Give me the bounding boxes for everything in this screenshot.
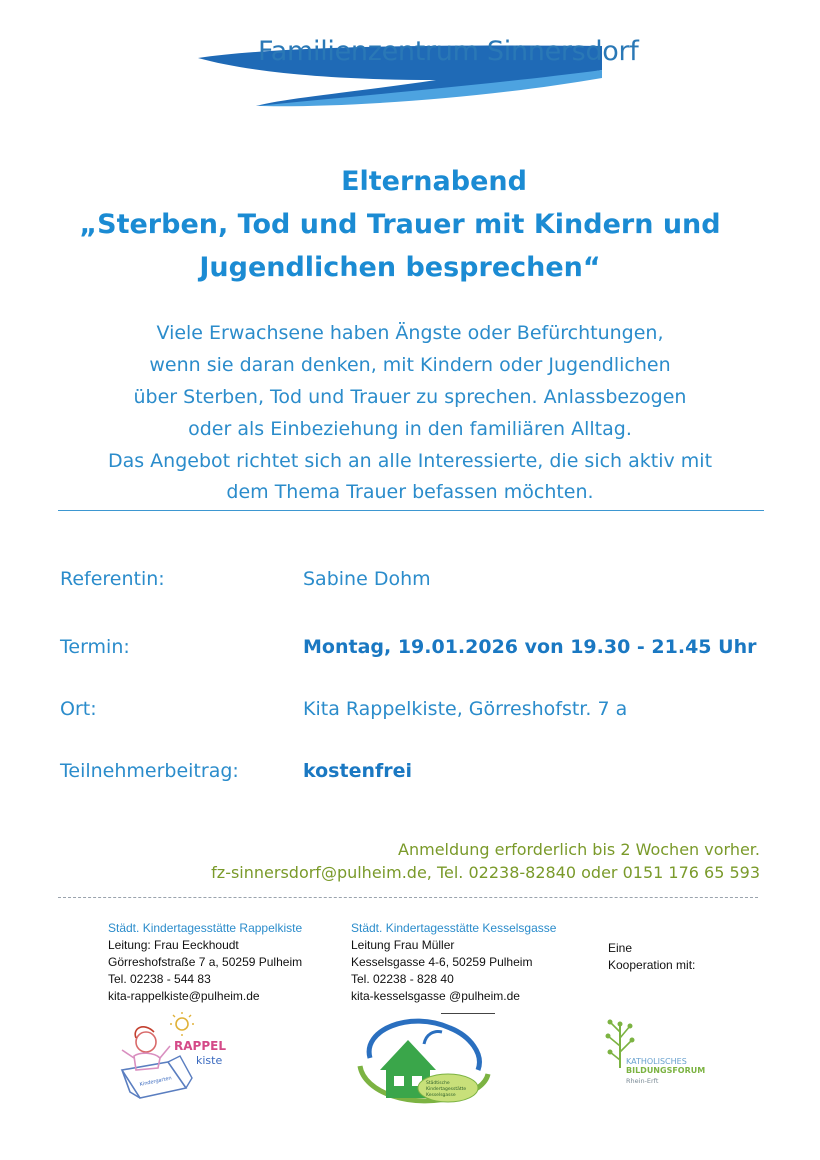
date-value: Montag, 19.01.2026 von 19.30 - 21.45 Uhr: [303, 636, 757, 658]
kita-kesselsgasse-info: [351, 920, 556, 1005]
speaker-value: Sabine Dohm: [303, 568, 431, 590]
kita2-email[interactable]: kita-kesselsgasse @pulheim.de: [351, 989, 520, 1003]
coop-line-2: Kooperation mit:: [608, 958, 696, 972]
kita-rappelkiste-info: [108, 920, 302, 1005]
bildungsforum-logo: [602, 1012, 712, 1092]
intro-line: über Sterben, Tod und Trauer zu sprechen. Anlassbezogen: [133, 386, 687, 408]
logo-text: Familienzentrum Sinnersdorf: [258, 36, 639, 67]
title-line-2: „Sterben, Tod und Trauer mit Kindern und: [79, 209, 721, 240]
title-line-3: Jugendlichen besprechen“: [199, 252, 601, 283]
registration-note: Anmeldung erforderlich bis 2 Wochen vorher.: [398, 840, 760, 859]
kita2-lead: Leitung Frau Müller: [351, 938, 455, 952]
rappel-word: RAPPEL: [174, 1039, 226, 1053]
svg-text:Städtische: Städtische: [426, 1081, 450, 1086]
speaker-label: Referentin:: [60, 568, 165, 590]
fee-label: Teilnehmerbeitrag:: [60, 760, 239, 782]
kita2-name: Städt. Kindertagesstätte Kesselsgasse: [351, 921, 557, 935]
kesselsgasse-logo: [350, 1010, 494, 1110]
kita2-address: Kesselsgasse 4-6, 50259 Pulheim: [351, 955, 533, 969]
bildungsforum-line-1: KATHOLISCHES: [626, 1057, 687, 1066]
intro-line: Das Angebot richtet sich an alle Interessierte, die sich aktiv mit: [107, 450, 713, 472]
svg-text:Kindergarten: Kindergarten: [139, 1075, 173, 1088]
registration-contact[interactable]: fz-sinnersdorf@pulheim.de, Tel. 02238-82840 oder 0151 176 65 593: [211, 863, 760, 882]
svg-text:Kindertagesstätte: Kindertagesstätte: [426, 1087, 467, 1092]
cooperation-info: [608, 940, 695, 974]
divider: [58, 510, 764, 511]
location-label: Ort:: [60, 698, 97, 720]
intro-line: dem Thema Trauer befassen möchten.: [226, 481, 594, 503]
kita1-phone: Tel. 02238 - 544 83: [108, 972, 211, 986]
date-label: Termin:: [60, 636, 130, 658]
kita1-address: Görreshofstraße 7 a, 50259 Pulheim: [108, 955, 303, 969]
location-value: Kita Rappelkiste, Görreshofstr. 7 a: [303, 698, 628, 720]
coop-line-1: Eine: [608, 941, 633, 955]
rappelkiste-logo: [110, 1012, 230, 1104]
kita2-phone: Tel. 02238 - 828 40: [351, 972, 454, 986]
intro-line: wenn sie daran denken, mit Kindern oder Jugendlichen: [149, 354, 671, 376]
kiste-word: kiste: [196, 1054, 223, 1067]
footer-divider: [58, 897, 758, 898]
fee-value: kostenfrei: [303, 760, 413, 782]
svg-text:Kesselsgasse: Kesselsgasse: [426, 1093, 456, 1098]
kita1-lead: Leitung: Frau Eeckhoudt: [108, 938, 239, 952]
intro-line: Viele Erwachsene haben Ängste oder Befürchtungen,: [156, 322, 664, 344]
bildungsforum-line-2: BILDUNGSFORUM: [626, 1066, 706, 1075]
kita1-email[interactable]: kita-rappelkiste@pulheim.de: [108, 989, 260, 1003]
kita1-name: Städt. Kindertagesstätte Rappelkiste: [108, 921, 303, 935]
intro-line: oder als Einbeziehung in den familiären Alltag.: [188, 418, 632, 440]
title-line-1: Elternabend: [341, 166, 527, 197]
bildungsforum-line-3: Rhein-Erft: [626, 1077, 659, 1085]
